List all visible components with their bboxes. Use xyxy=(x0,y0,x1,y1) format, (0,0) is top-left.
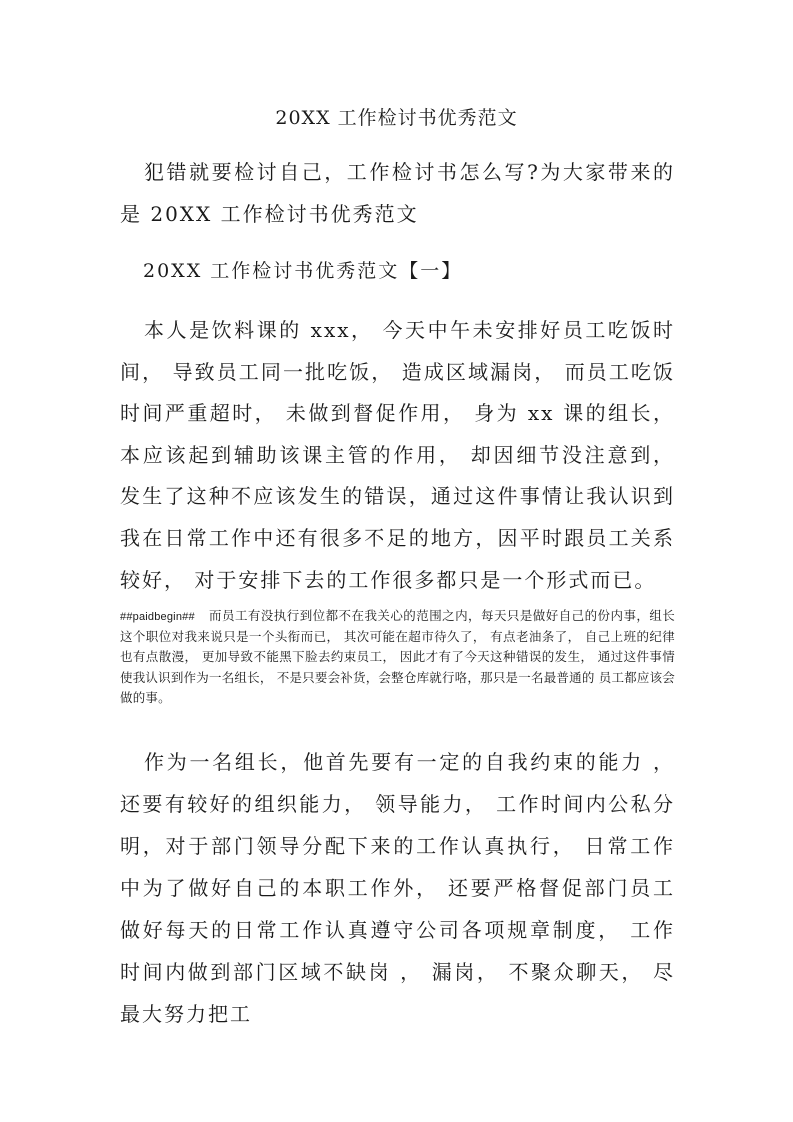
intro-paragraph: 犯错就要检讨自己，工作检讨书怎么写?为大家带来的是 20XX 工作检讨书优秀范文 xyxy=(120,160,675,226)
body-paragraph-1: 本人是饮料课的 xxx， 今天中午未安排好员工吃饭时间， 导致员工同一批吃饭， 造成区域漏岗， 而员工吃饭时间严重超时， 未做到督促作用， 身为 xx 课的组长， 本应该起到辅助该课主管的作用， 却因细节没注意到， 发生了这种不应该发生的错误，通过这件事情让我认识到我在日常工作中还有很多不足的地方，因平时跟员工关系较好， 对于安排下去的工作很多都只是一个形式而已。 xyxy=(120,318,675,592)
document-title: 20XX 工作检讨书优秀范文 xyxy=(275,107,518,129)
small-print-paragraph xyxy=(120,606,675,708)
body-paragraph-2: 作为一名组长，他首先要有一定的自我约束的能力 ，还要有较好的组织能力， 领导能力， 工作时间内公私分明，对于部门领导分配下来的工作认真执行， 日常工作中为了做好自己的本职工作外， 还要严格督促部门员工做好每天的日常工作认真遵守公司各项规章制度， 工作时间内做到部门区域不缺岗 ， 漏岗， 不聚众聊天， 尽最大努力把工 xyxy=(120,750,675,1026)
paid-begin-marker: ##paidbegin## xyxy=(120,611,195,623)
small-print-text: 而员工有没执行到位都不在我关心的范围之内，每天只是做好自己的份内事，组长这个职位对我来说只是一个头衔而已， 其次可能在超市待久了， 有点老油条了， 自己上班的纪律也有点散漫， 更加导致不能黑下脸去约束员工， 因此才有了今天这种错误的发生， 通过这件事情 使我认识到作为一名组长， 不是只要会补货，会整仓库就行咯，那只是一名最普通的 员工都应该会做的事。 xyxy=(120,608,675,705)
section-heading: 20XX 工作检讨书优秀范文【一】 xyxy=(143,260,463,282)
